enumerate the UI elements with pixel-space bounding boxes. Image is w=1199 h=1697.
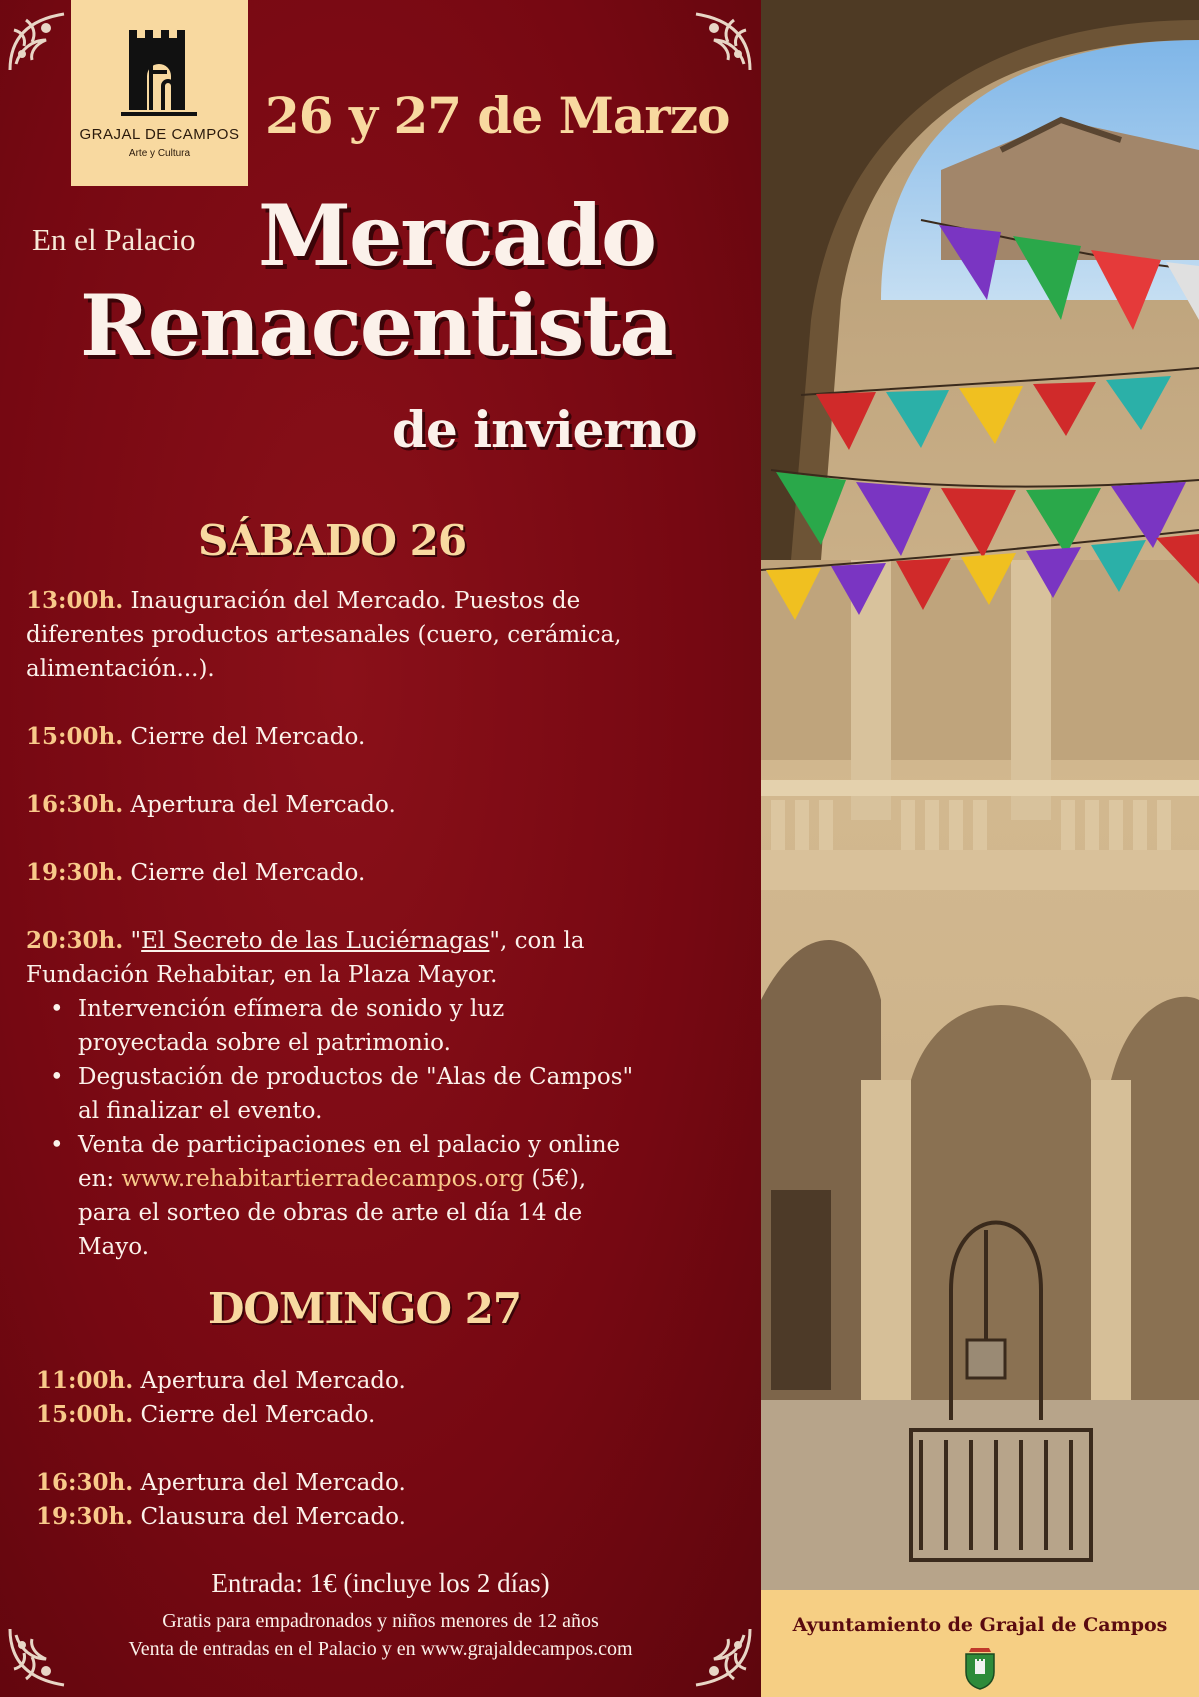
title-line-2: Renacentista: [80, 276, 672, 375]
show-title-link[interactable]: El Secreto de las Luciérnagas: [141, 928, 490, 954]
entrance-price: Entrada: 1€ (incluye los 2 días): [211, 1568, 550, 1598]
bullet-item: [78, 1060, 756, 1128]
courtyard-illustration: [761, 0, 1199, 1590]
bullet-text: Mayo.: [78, 1234, 150, 1260]
ornament-corner-icon: [690, 10, 754, 74]
bullet-text: Venta de participaciones en el palacio y online: [78, 1132, 621, 1158]
bullet-item: [78, 1128, 756, 1264]
event-time: 15:00h.: [36, 1401, 134, 1428]
event-time: 13:00h.: [26, 587, 124, 614]
rehabitar-url-link[interactable]: www.rehabitartierradecampos.org: [121, 1166, 525, 1192]
event-text: Apertura del Mercado.: [130, 792, 396, 818]
saturday-heading: SÁBADO 26: [198, 516, 467, 565]
schedule-item: [36, 1500, 736, 1534]
location-prefix: En el Palacio: [32, 222, 196, 257]
free-entry-note: Gratis para empadronados y niños menores de 12 años: [162, 1610, 599, 1632]
palace-courtyard-image: [761, 0, 1199, 1697]
castle-tower-icon: [121, 26, 197, 118]
bullet-text: Degustación de productos de "Alas de Campos": [78, 1064, 634, 1090]
bullet-text: en:: [78, 1166, 122, 1192]
event-text: Cierre del Mercado.: [130, 860, 366, 886]
event-text: Clausura del Mercado.: [140, 1504, 406, 1530]
logo: [71, 0, 248, 186]
bullet-list: [78, 992, 756, 1264]
event-time: 19:30h.: [26, 859, 124, 886]
council-footer: [761, 1590, 1199, 1697]
event-time: 11:00h.: [36, 1367, 134, 1394]
schedule-item: [36, 1398, 736, 1432]
bullet-text: al finalizar el evento.: [78, 1098, 323, 1124]
ornament-corner-icon: [6, 10, 70, 74]
schedule-item: [36, 1466, 736, 1500]
sunday-schedule: [36, 1364, 736, 1534]
logo-tagline: Arte y Cultura: [128, 148, 191, 159]
event-text: alimentación...).: [26, 656, 215, 682]
event-text: Cierre del Mercado.: [140, 1402, 376, 1428]
event-text: Fundación Rehabitar, en la Plaza Mayor.: [26, 962, 498, 988]
schedule-item: [26, 584, 756, 686]
event-text: ", con la: [489, 928, 585, 954]
coat-of-arms-icon: [963, 1646, 997, 1690]
schedule-item: [36, 1364, 736, 1398]
event-text: Apertura del Mercado.: [140, 1470, 406, 1496]
schedule-item: [26, 788, 756, 822]
saturday-schedule: [26, 584, 756, 1264]
ticket-sales-note: Venta de entradas en el Palacio y en www.grajaldecampos.com: [128, 1638, 633, 1660]
bullet-text: proyectada sobre el patrimonio.: [78, 1030, 451, 1056]
sunday-heading: DOMINGO 27: [208, 1284, 522, 1333]
bullet-text: para el sorteo de obras de arte el día 14 de: [78, 1200, 583, 1226]
schedule-item: [26, 856, 756, 890]
subtitle: de invierno: [392, 400, 697, 459]
event-time: 15:00h.: [26, 723, 124, 750]
event-text: ": [130, 928, 142, 954]
council-name: Ayuntamiento de Grajal de Campos: [792, 1614, 1168, 1636]
event-time: 16:30h.: [36, 1469, 134, 1496]
event-dates: 26 y 27 de Marzo: [265, 86, 730, 145]
bullet-item: [78, 992, 756, 1060]
event-text: Apertura del Mercado.: [140, 1368, 406, 1394]
event-text: Cierre del Mercado.: [130, 724, 366, 750]
schedule-item-special: [26, 924, 756, 1264]
event-text: diferentes productos artesanales (cuero, cerámica,: [26, 622, 622, 648]
title-line-1: Mercado: [258, 186, 656, 285]
event-text: Inauguración del Mercado. Puestos de: [130, 588, 581, 614]
bullet-text: (5€),: [524, 1166, 587, 1192]
logo-name: GRAJAL DE CAMPOS: [79, 126, 240, 143]
bullet-text: Intervención efímera de sonido y luz: [78, 996, 505, 1022]
event-time: 20:30h.: [26, 927, 124, 954]
event-time: 19:30h.: [36, 1503, 134, 1530]
event-time: 16:30h.: [26, 791, 124, 818]
schedule-item: [26, 720, 756, 754]
